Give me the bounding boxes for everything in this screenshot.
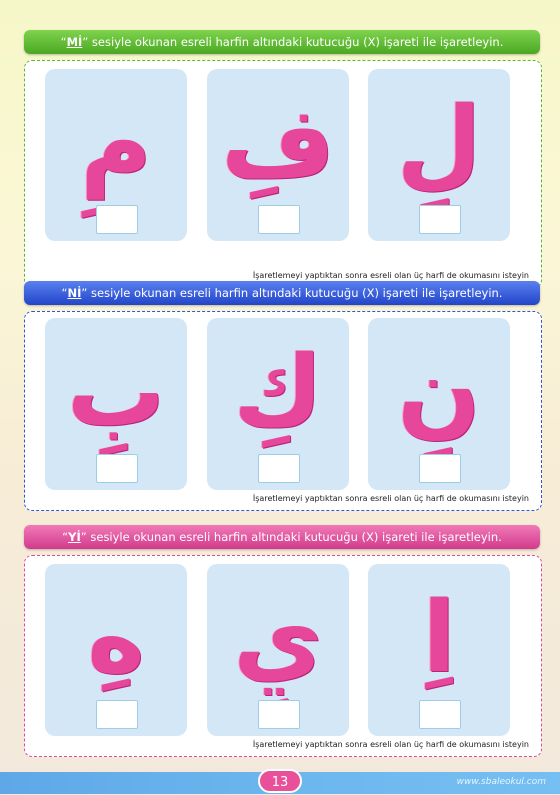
instruction-text: sesiyle okunan esreli harfin altındaki kutucuğu (X) işareti ile işaretleyin. <box>87 286 503 300</box>
answer-checkbox[interactable] <box>419 700 461 729</box>
answer-checkbox[interactable] <box>419 454 461 483</box>
sound-key: Yİ <box>68 530 81 544</box>
answer-checkbox[interactable] <box>96 205 138 234</box>
quote-close: ” <box>80 530 87 544</box>
page-number-badge: 13 <box>258 769 302 793</box>
arabic-letter: فِ <box>221 86 335 200</box>
quote-open: “ <box>60 35 67 49</box>
letter-card <box>45 564 187 736</box>
answer-checkbox[interactable] <box>258 205 300 234</box>
arabic-letter: بِ <box>66 335 166 449</box>
sound-key: Nİ <box>67 286 82 300</box>
arabic-letter: مِ <box>80 86 152 200</box>
arabic-letter: اِ <box>422 581 456 695</box>
website-url: www.sbaleokul.com <box>456 777 546 787</box>
letter-card <box>45 318 187 490</box>
arabic-letter: نِ <box>397 335 481 449</box>
instruction-header <box>24 281 540 305</box>
letter-card <box>207 318 349 490</box>
arabic-letter: هِ <box>87 581 145 695</box>
answer-checkbox[interactable] <box>96 454 138 483</box>
quote-close: ” <box>81 286 88 300</box>
letter-card <box>368 318 510 490</box>
sound-key: Mİ <box>66 35 83 49</box>
answer-checkbox[interactable] <box>258 700 300 729</box>
letter-card <box>207 564 349 736</box>
letters-panel <box>24 555 542 757</box>
answer-checkbox[interactable] <box>258 454 300 483</box>
instruction-header <box>24 525 540 549</box>
teacher-note: İşaretlemeyi yaptıktan sonra esreli olan üç harfi de okumasını isteyin <box>252 740 529 749</box>
letter-card <box>45 69 187 241</box>
instruction-header <box>24 30 540 54</box>
teacher-note: İşaretlemeyi yaptıktan sonra esreli olan üç harfi de okumasını isteyin <box>252 494 529 503</box>
arabic-letter: كِ <box>233 335 323 449</box>
answer-checkbox[interactable] <box>96 700 138 729</box>
arabic-letter: لِ <box>396 86 482 200</box>
letters-panel <box>24 311 542 511</box>
arabic-letter: يِ <box>233 581 323 695</box>
quote-open: “ <box>61 286 68 300</box>
instruction-text: sesiyle okunan esreli harfin altındaki kutucuğu (X) işareti ile işaretleyin. <box>86 530 502 544</box>
answer-checkbox[interactable] <box>419 205 461 234</box>
letter-card <box>207 69 349 241</box>
quote-close: ” <box>82 35 89 49</box>
instruction-text: sesiyle okunan esreli harfin altındaki kutucuğu (X) işareti ile işaretleyin. <box>88 35 504 49</box>
letters-panel <box>24 60 542 288</box>
letter-card <box>368 69 510 241</box>
teacher-note: İşaretlemeyi yaptıktan sonra esreli olan üç harfi de okumasını isteyin <box>252 271 529 280</box>
letter-card <box>368 564 510 736</box>
quote-open: “ <box>62 530 69 544</box>
